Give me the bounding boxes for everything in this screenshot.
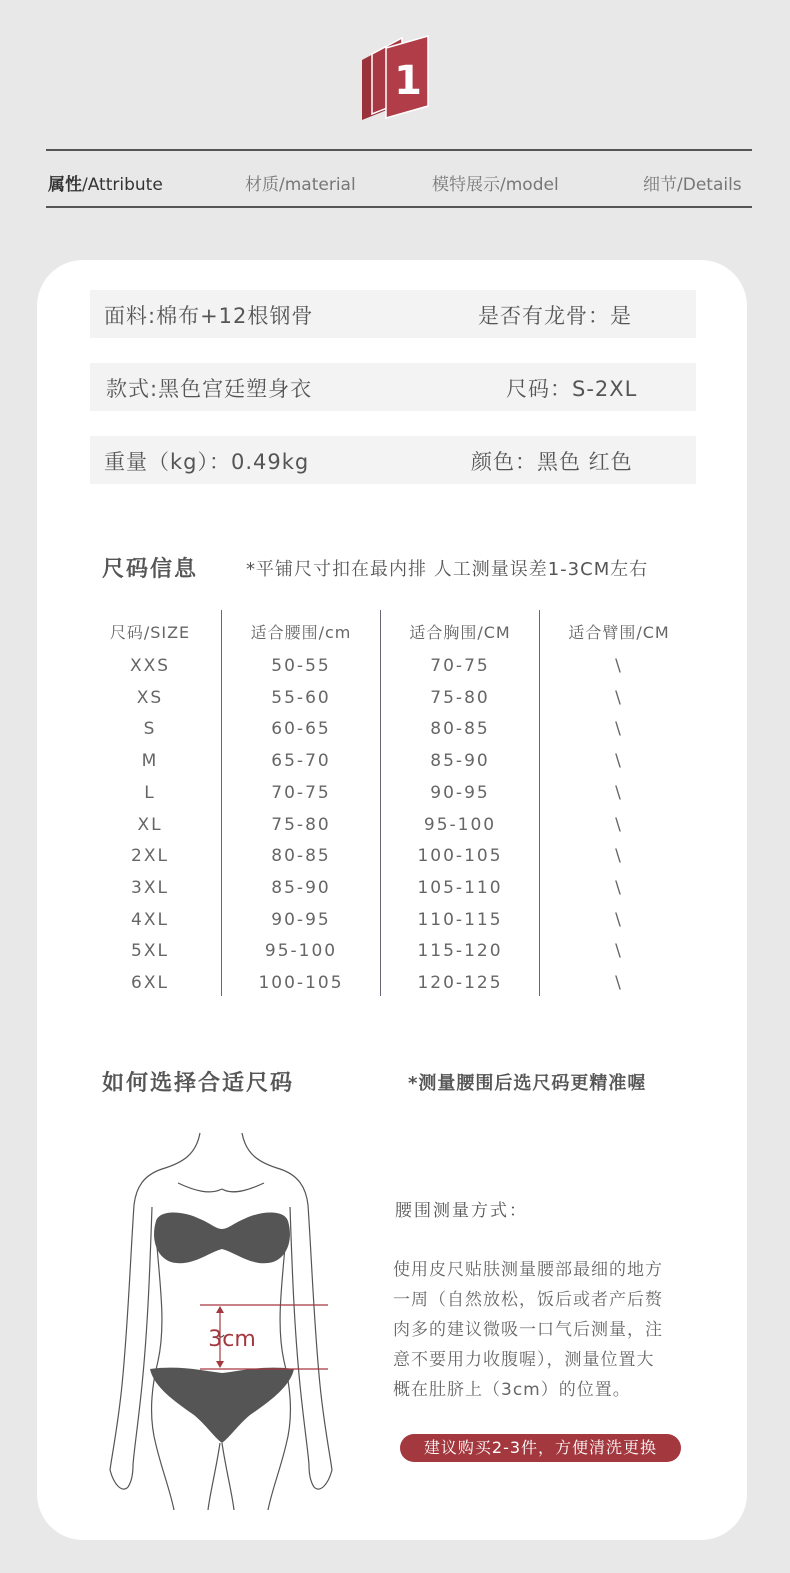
- attribute-boning: 是否有龙骨：是: [478, 304, 632, 328]
- bust-cell: 70-75: [430, 656, 490, 676]
- waist-cell: 65-70: [271, 751, 331, 772]
- measure-label: 3cm: [208, 1327, 256, 1352]
- waist-method-line: 一周（自然放松，饭后或者产后赘: [393, 1290, 663, 1310]
- waist-cell: 85-90: [271, 877, 331, 898]
- bust-cell: 120-125: [417, 973, 503, 993]
- attribute-color: 颜色：黑色 红色: [471, 450, 633, 474]
- waist-cell: 75-80: [271, 814, 331, 835]
- size-cell: 4XL: [131, 909, 169, 930]
- arm-cell: \: [615, 782, 623, 803]
- tab-details-en: /Details: [677, 175, 742, 195]
- bust-cell: 85-90: [430, 751, 490, 772]
- tab-attribute-cn: 属性: [48, 175, 82, 195]
- size-cell: 2XL: [131, 846, 169, 867]
- number-badge-icon: [356, 30, 436, 125]
- purchase-tip-badge: 建议购买2-3件，方便清洗更换: [400, 1434, 681, 1462]
- arm-cell: \: [615, 814, 623, 835]
- size-info-note: *平铺尺寸扣在最内排 人工测量误差1-3CM左右: [246, 559, 649, 580]
- bust-cell: 80-85: [430, 719, 490, 740]
- tab-material-cn: 材质: [245, 175, 279, 195]
- waist-method-line: 使用皮尺贴肤测量腰部最细的地方: [393, 1260, 663, 1280]
- bust-cell: 75-80: [430, 687, 490, 708]
- tab-details[interactable]: [643, 170, 742, 195]
- waist-cell: 90-95: [271, 909, 331, 930]
- tab-material-en: /material: [279, 175, 356, 195]
- attribute-row-style: [90, 363, 696, 411]
- waist-method-line: 概在肚脐上（3cm）的位置。: [393, 1380, 631, 1400]
- attribute-size-range: 尺码：S-2XL: [506, 377, 638, 401]
- how-to-choose-note: *测量腰围后选尺码更精准喔: [408, 1073, 647, 1094]
- waist-cell: 100-105: [258, 973, 344, 993]
- size-cell: 3XL: [131, 877, 169, 898]
- tab-bottom-rule: [46, 206, 752, 208]
- waist-cell: 55-60: [271, 687, 331, 708]
- waist-method-line: 肉多的建议微吸一口气后测量，注: [393, 1320, 663, 1340]
- waist-cell: 95-100: [264, 941, 338, 962]
- arm-cell: \: [615, 846, 623, 867]
- waist-method-line: 意不要用力收腹喔），测量位置大: [393, 1350, 655, 1370]
- tab-top-rule: [46, 149, 752, 151]
- size-cell: XL: [137, 814, 163, 835]
- size-cell: S: [143, 719, 157, 740]
- arm-cell: \: [615, 973, 623, 993]
- column-header-size: 尺码/SIZE: [109, 623, 191, 642]
- arm-cell: \: [615, 751, 623, 772]
- attribute-fabric: 面料:棉布+12根钢骨: [104, 304, 314, 328]
- body-figure-illustration: [100, 1125, 360, 1510]
- how-to-choose-title: 如何选择合适尺码: [102, 1071, 295, 1096]
- waist-cell: 60-65: [271, 719, 331, 740]
- arm-cell: \: [615, 941, 623, 962]
- column-header-bust: 适合胸围/CM: [409, 623, 511, 642]
- bust-cell: 95-100: [423, 814, 497, 835]
- tab-model-cn: 模特展示: [432, 175, 500, 195]
- arm-cell: \: [615, 687, 623, 708]
- bust-cell: 105-110: [417, 877, 503, 898]
- arm-cell: \: [615, 877, 623, 898]
- bust-cell: 90-95: [430, 782, 490, 803]
- column-header-arm: 适合臂围/CM: [568, 623, 670, 642]
- attribute-style: 款式:黑色宫廷塑身衣: [106, 377, 313, 401]
- waist-cell: 50-55: [271, 656, 331, 676]
- bust-cell: 110-115: [417, 909, 503, 930]
- bust-cell: 100-105: [417, 846, 503, 867]
- tab-material[interactable]: [245, 170, 356, 195]
- size-cell: 6XL: [131, 973, 169, 993]
- arm-cell: \: [615, 719, 623, 740]
- size-cell: L: [144, 782, 156, 803]
- tab-attribute-en: /Attribute: [82, 175, 163, 195]
- attribute-weight: 重量（kg）：0.49kg: [104, 450, 310, 474]
- arm-cell: \: [615, 909, 623, 930]
- tab-model[interactable]: [432, 170, 559, 195]
- attribute-row-fabric: [90, 290, 696, 338]
- column-header-waist: 适合腰围/cm: [250, 623, 352, 642]
- waist-cell: 70-75: [271, 782, 331, 803]
- waist-cell: 80-85: [271, 846, 331, 867]
- size-info-title: 尺码信息: [102, 557, 199, 582]
- size-cell: M: [141, 751, 159, 772]
- bust-cell: 115-120: [417, 941, 503, 962]
- waist-method-title: 腰围测量方式：: [395, 1201, 528, 1221]
- size-cell: XXS: [129, 656, 171, 676]
- tab-details-cn: 细节: [643, 175, 677, 195]
- tab-attribute[interactable]: [48, 170, 163, 195]
- arm-cell: \: [615, 656, 623, 676]
- badge-number: 1: [394, 58, 422, 104]
- tab-model-en: /model: [500, 175, 559, 195]
- size-cell: 5XL: [131, 941, 169, 962]
- size-cell: XS: [136, 687, 164, 708]
- attribute-row-weight: [90, 436, 696, 484]
